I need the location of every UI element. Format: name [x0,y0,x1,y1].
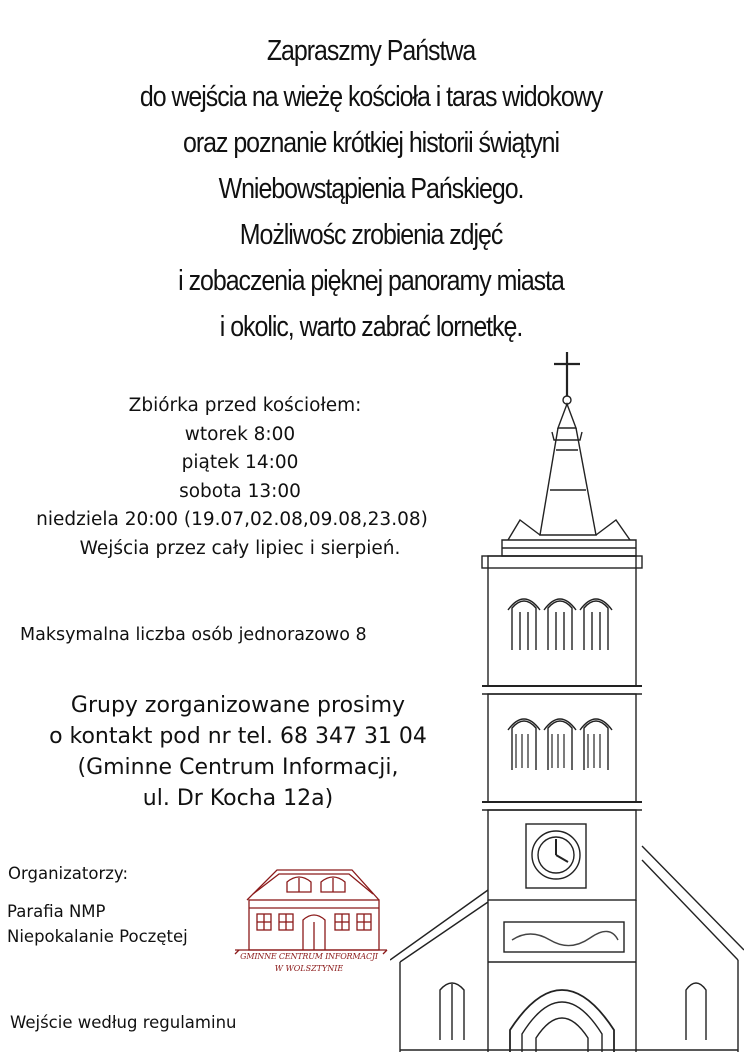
schedule-heading: Zbiórka przed kościołem: [128,395,362,416]
invitation-line: Możliwośc zrobienia zdjęć [239,219,503,251]
schedule-note: Wejścia przez cały lipiec i sierpień. [79,537,401,559]
invitation-line: Zapraszmy Państwa [266,35,476,67]
organizer-name: Parafia NMP [7,902,106,921]
invitation-line: do wejścia na wieżę kościoła i taras widokowy [139,81,603,113]
group-contact-line: o kontakt pod nr tel. 68 347 31 04 [49,724,427,749]
group-contact-line: ul. Dr Kocha 12a) [142,786,334,811]
organizers-list [7,899,188,949]
organizer-name: Niepokalanie Poczętej [7,927,188,946]
organizers-label: Organizatorzy: [8,864,129,883]
invitation-line: i okolic, warto zabrać lornetkę. [219,311,523,343]
information-centre-logo [227,862,391,980]
schedule-time: sobota 13:00 [179,480,301,502]
church-tower-illustration [390,350,744,1052]
invitation-text [51,28,691,350]
schedule-time: niedziela 20:00 (19.07,02.08,09.08,23.08) [36,509,428,530]
group-contact-line: Grupy zorganizowane prosimy [70,693,406,718]
logo-line: GMINNE CENTRUM INFORMACJI [240,952,378,961]
invitation-line: i zobaczenia pięknej panoramy miasta [178,265,564,297]
invitation-line: Wniebowstąpienia Pańskiego. [218,173,524,205]
logo-line: W WOLSZTYNIE [274,964,344,973]
group-contact-line: (Gminne Centrum Informacji, [77,755,399,780]
schedule-time: piątek 14:00 [181,452,299,473]
invitation-line: oraz poznanie krótkiej historii świątyni [183,127,559,159]
max-people-note: Maksymalna liczba osób jednorazowo 8 [20,625,367,645]
schedule-time: wtorek 8:00 [184,423,296,445]
rules-note: Wejście według regulaminu [10,1013,237,1032]
